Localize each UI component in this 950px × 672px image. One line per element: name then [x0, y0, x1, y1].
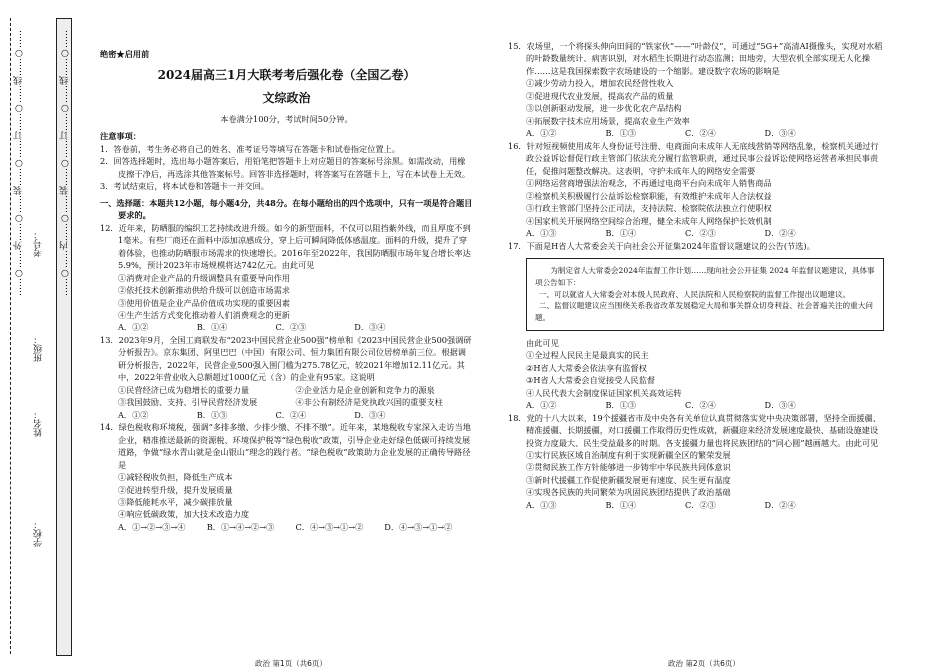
q13-choices: [100, 409, 473, 421]
q17-opt-1: ①全过程人民民主是最真实的民主: [526, 350, 649, 361]
q16-opt-4: ④国家机关开展网络空间综合治理，健全未成年人网络保护长效机制: [526, 215, 772, 226]
q12-choices: [100, 321, 473, 333]
label-name: 姓名：: [34, 410, 44, 437]
label-school: 学校：: [34, 520, 44, 547]
q12-choice-a[interactable]: A．①②: [118, 322, 149, 333]
q17-notice-item-1: 一、可以就省人大常委会对本级人民政府、人民法院和人民检察院的监督工作提出议题建议。: [538, 289, 851, 299]
q13-opt-1: ①民营经济已成为稳增长的重要力量: [118, 384, 250, 395]
q16-opt-1: ①网络运营商增强法治观念，不再通过电商平台向未成年人销售商品: [526, 178, 772, 189]
q17-choice-c[interactable]: C．②④: [685, 400, 716, 411]
q14-choices: [100, 521, 473, 533]
q17-notice-intro: 为制定省人大常委会2024年监督工作计划……现向社会公开征集 2024 年监督议题建议，具体事项公告如下：: [535, 265, 875, 287]
secret-mark: 绝密★启用前: [100, 49, 150, 59]
q17-stem: 17．下面是H省人大常委会关于向社会公开征集2024年监督议题建议的公告(节选)。: [508, 240, 815, 251]
q15-opt-4: ④拓展数字技术应用场景，提高农业生产效率: [526, 115, 690, 126]
q17-choice-b[interactable]: B．①③: [605, 400, 637, 411]
q15-choices: [508, 127, 884, 139]
q18-choice-a[interactable]: A．①③: [526, 499, 557, 510]
q14-opt-3: ③降低能耗水平，减少碳排放量: [118, 497, 233, 507]
q12-choice-c[interactable]: C．②③: [275, 322, 307, 333]
section-heading: 一、选择题：本题共12小题，每小题4分，共48分。在每小题给出的四个选项中，只有一项是符合题目要求的。: [100, 197, 473, 221]
q14-stem: 14．绿色税收称环境税，强调“多排多缴、少排少缴、不排不缴”。近年来，某地税收专家深入走访当地企业，精准推送最新的资源税、环境保护税等“绿色税收”政策，引导企业走好绿色低碳可持续发展道路，争做“绿水青山就是金山银山”理念的践行者。“绿色税收”政策助力企业发展的正确传导路径是: [100, 422, 471, 470]
q15-opt-3: ③以创新驱动发展，进一步优化农产品结构: [526, 103, 682, 114]
q12-opt-1: ①消费对企业产品的升级调整具有重要导向作用: [118, 272, 290, 283]
q15-opt-2: ②促进现代农业发展，提高农产品的质量: [526, 90, 674, 101]
q18-choice-b[interactable]: B．①④: [605, 499, 637, 510]
q17-opt-2: ②H省人大常委会依法享有监督权: [526, 362, 647, 373]
q13-choice-a[interactable]: A．①②: [118, 409, 149, 420]
q16-choice-d[interactable]: D．②④: [764, 228, 796, 239]
q13-opts-row-1: [100, 384, 473, 396]
q12-stem: 12．近年来，防晒服的编织工艺持续改进升级。如今的新型面料，不仅可以阻挡紫外线，而且厚度不到1毫米。有些厂商还在面料中添加凉感成分，穿上后可瞬间降低体感温度。面料的升级，提升了穿着体验，也推动防晒服市场需求的快速增长。2016年至2022年，我国防晒服市场年复合增长率达5.9%，预计2023年市场规模将达742亿元。由此可见: [100, 222, 471, 271]
note-2: 2．回答选择题时，选出每小题答案后，用铅笔把答题卡上对应题目的答案标号涂黑。如需改动，用橡皮擦干净后，再选涂其他答案标号。回答非选择题时，将答案写在答题卡上，写在本试卷上无效。: [100, 156, 471, 179]
q14-opt-1: ①减轻税收负担，降低生产成本: [118, 472, 233, 483]
q15-choice-d[interactable]: D．③④: [764, 128, 796, 139]
q14-choice-a[interactable]: A．①→②→③→④: [118, 521, 186, 532]
q18-choices: [508, 499, 884, 511]
q13-opt-4: ④非公有制经济是党执政兴国的重要支柱: [295, 397, 443, 408]
q14-choice-b[interactable]: B．①→④→②→③: [206, 521, 275, 532]
q12-choice-b[interactable]: B．①④: [196, 322, 228, 333]
q16-opt-2: ②检察机关积极履行公益诉讼检察职能，有效维护未成年人合法权益: [526, 190, 772, 201]
label-id: 考号：: [34, 230, 44, 257]
footer-page-1: 政治 第1页（共6页）: [255, 659, 327, 668]
q18-opt-4: ④实现各民族的共同繁荣为巩固民族团结提供了政治基础: [526, 487, 731, 498]
q18-opt-2: ②贯彻民族工作方针能够进一步铸牢中华民族共同体意识: [526, 462, 731, 473]
q15-choice-a[interactable]: A．①②: [526, 128, 557, 139]
note-3: 3．考试结束后，将本试卷和答题卡一并交回。: [100, 181, 269, 192]
paper-info: 本卷满分100分，考试时间50分钟。: [220, 113, 353, 124]
left-column: [100, 0, 473, 533]
footer-page-2: 政治 第2页（共6页）: [668, 659, 740, 668]
q18-opt-1: ①实行民族区域自治制度有利于实现新疆全区的繁荣发展: [526, 450, 731, 461]
q13-opts-row-2: [100, 396, 473, 408]
right-column: [508, 40, 884, 511]
label-class: 班级：: [34, 335, 44, 362]
q16-choice-c[interactable]: C．②③: [685, 228, 716, 239]
q12-opt-3: ③使用价值是企业产品价值成功实现的重要因素: [118, 297, 290, 308]
q13-choice-b[interactable]: B．①③: [196, 409, 228, 420]
q13-opt-3: ③我国鼓励、支持、引导民营经济发展: [118, 397, 258, 408]
q15-stem: 15．农场里，一个将探头伸向田间的“铁家伙”——“叶龄仪”，可通过“5G+”高清AI摄像头，实现对水稻的叶龄数量统计、病害识别，对水稻生长期进行动态监测；田地旁，大型农机全部实现无人化操作……这是我国探索数字农场建设的一个缩影。建设数字农场的影响是: [508, 41, 883, 76]
q17-notice-item-2: 二、监督议题建议应当围绕关系我省改革发展稳定大局和事关群众切身利益、社会普遍关注的重大问题。: [535, 301, 873, 323]
q15-choice-b[interactable]: B．①③: [605, 128, 637, 139]
note-1: 1．答卷前，考生务必将自己的姓名、准考证号等填写在答题卡和试卷指定位置上。: [100, 143, 400, 154]
q17-notice-box: [526, 258, 884, 331]
q16-choice-a[interactable]: A．①③: [526, 228, 557, 239]
binding-margin: [0, 0, 80, 672]
q12-opt-4: ④生产生活方式变化推动着人们消费观念的更新: [118, 309, 290, 320]
q16-choice-b[interactable]: B．①④: [605, 228, 637, 239]
q13-stem: 13．2023年9月，全国工商联发布“2023中国民营企业500强”榜单和《2023中国民营企业500强调研分析报告》。京东集团、阿里巴巴（中国）有限公司、恒力集团有限公司位居榜单前三位。根据调研分析报告，2022年，民营企业500强入围门槛为275.78亿元，较2021年增加12.11亿元。其中，2022年营业收入总额超过1000亿元（含）的企业有95家。这说明: [100, 334, 472, 383]
q16-choices: [508, 227, 884, 239]
q17-opt-3: ③H省人大常委会自觉接受人民监督: [526, 375, 656, 386]
q17-choice-a[interactable]: A．①②: [526, 400, 557, 411]
q12-opt-2: ②依托技术创新推动供给升级可以创造市场需求: [118, 285, 290, 296]
q12-choice-d[interactable]: D．③④: [354, 322, 386, 333]
binding-outer-marks: ……○……外……○……装……○……订……○……线……○……: [14, 30, 24, 296]
q15-choice-c[interactable]: C．②④: [685, 128, 716, 139]
q14-opt-4: ④响应低碳政策，加大技术改造力度: [118, 509, 250, 520]
paper-title: 2024届高三1月大联考考后强化卷（全国乙卷）: [157, 68, 416, 83]
q17-lead: 由此可见: [526, 337, 559, 348]
q18-choice-c[interactable]: C．②③: [685, 499, 716, 510]
q18-stem: 18．党的十八大以来，19个援疆省市及中央各有关单位认真贯彻落实党中央决策部署，坚持全面援疆、精准援疆、长期援疆，对口援疆工作取得历史性成就，新疆迎来经济发展速度最快、基础设施建设投资力度最大、民生受益最多的时期。各支援疆力量也将民族团结的“同心圆”越画越大。由此可见: [508, 412, 881, 448]
q14-opt-2: ②促进转型升级，提升发展质量: [118, 484, 233, 495]
q18-opt-3: ③新时代援疆工作促使新疆发展更有速度、民生更有温度: [526, 474, 731, 485]
q17-choice-d[interactable]: D．③④: [764, 400, 796, 411]
q16-stem: 16．针对短视频使用成年人身份证号注册、电商面向未成年人无底线营销等网络乱象，检察机关通过行政公益诉讼督促行政主管部门依法充分履行监管职责，通过民事公益诉讼使网络运营者承担民事责任，促推问题整改解决。这表明，守护未成年人的网络安全需要: [508, 140, 879, 176]
q16-opt-3: ③行政主管部门坚持公正司法，支持法院、检察院依法独立行使职权: [526, 203, 772, 214]
q13-choice-c[interactable]: C．②④: [275, 409, 307, 420]
q17-opt-4: ④人民代表大会制度保证国家机关高效运转: [526, 387, 682, 398]
q18-choice-d[interactable]: D．②④: [764, 499, 796, 510]
paper-subject: 文综政治: [262, 90, 311, 105]
q17-choices: [508, 399, 884, 411]
binding-inner-marks: ……○……内……○……装……○……订……○……线……○……: [60, 30, 70, 296]
q13-choice-d[interactable]: D．③④: [354, 409, 386, 420]
notes-heading: 注意事项：: [100, 131, 141, 142]
q14-choice-c[interactable]: C．④→③→①→②: [295, 521, 364, 532]
q15-opt-1: ①减少劳动力投入，增加农民经营性收入: [526, 78, 674, 89]
q13-opt-2: ②企业活力是企业创新和竞争力的源泉: [295, 384, 435, 395]
q14-choice-d[interactable]: D．④→③→①→②: [384, 521, 453, 532]
